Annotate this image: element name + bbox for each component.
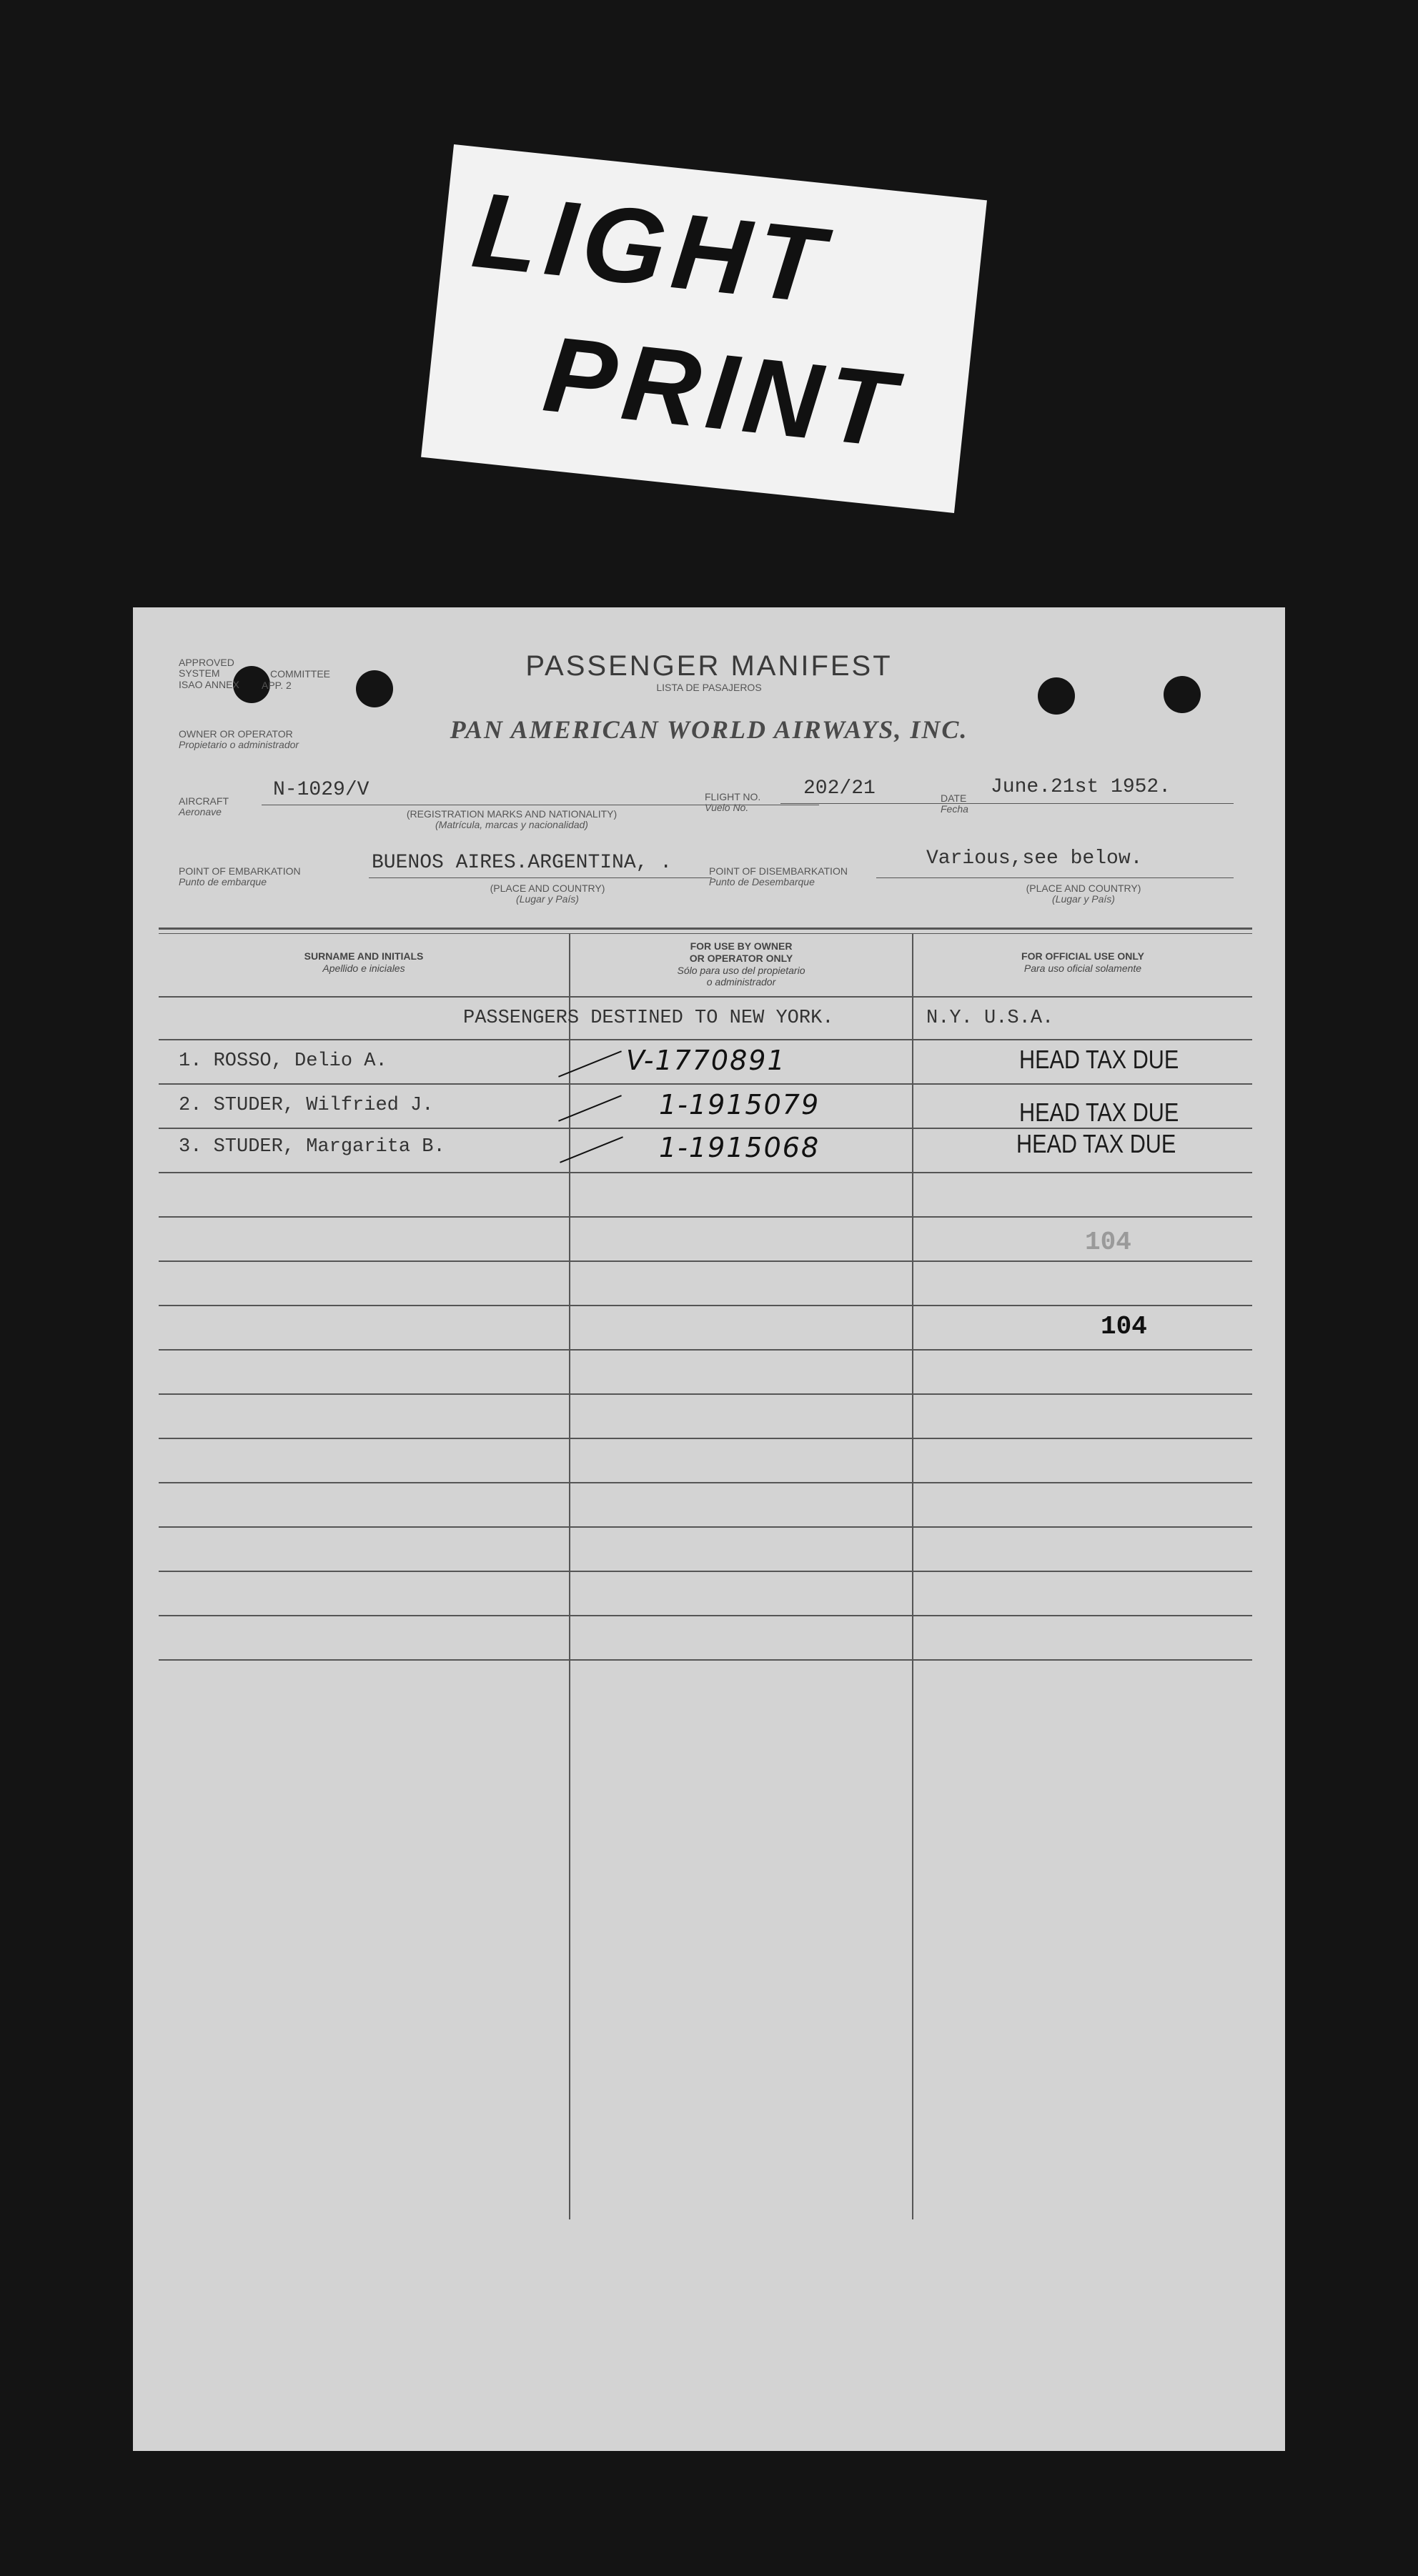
disembark-value: Various,see below.	[926, 847, 1143, 870]
count: 104	[1101, 1312, 1147, 1341]
col-surname-header-en: SURNAME AND INITIALS	[304, 950, 424, 962]
row-rule	[159, 1216, 1252, 1218]
header-bottom-rule	[159, 996, 1252, 998]
aircraft-label-es: Aeronave	[179, 806, 222, 818]
row-rule	[159, 1260, 1252, 1262]
flight-value: 202/21	[803, 777, 876, 800]
col-operator-header-es-2: o administrador	[706, 976, 776, 988]
place-caption-en: (PLACE AND COUNTRY)	[1026, 882, 1141, 894]
group-destination: N.Y. U.S.A.	[926, 1008, 1054, 1029]
disembark-label	[709, 866, 848, 888]
disembark-label-es: Punto de Desembarque	[709, 876, 815, 888]
date-value: June.21st 1952.	[991, 776, 1171, 798]
place-caption-en: (PLACE AND COUNTRY)	[490, 882, 605, 894]
col-official-header-es: Para uso oficial solamente	[1023, 962, 1142, 974]
manifest-sheet	[133, 607, 1285, 2451]
light-print-line-2: PRINT	[538, 313, 907, 470]
form-title: PASSENGER MANIFEST	[525, 650, 893, 682]
embark-label-es: Punto de embarque	[179, 876, 267, 888]
embark-label-en: POINT OF EMBARKATION	[179, 865, 301, 877]
table-top-rule	[159, 928, 1252, 930]
head-tax-stamp: HEAD TAX DUE	[1019, 1045, 1179, 1074]
col-official-header-en: FOR OFFICIAL USE ONLY	[1021, 950, 1144, 962]
count-faint: 104	[1085, 1228, 1131, 1257]
approval-line: APPROVED	[179, 657, 234, 668]
date-label-es: Fecha	[941, 803, 968, 815]
date-label	[941, 793, 968, 815]
embark-value: BUENOS AIRES.ARGENTINA, .	[372, 852, 673, 874]
col-operator-header-2: OR OPERATOR ONLY	[689, 952, 793, 964]
embark-label	[179, 866, 301, 888]
light-print-card	[421, 144, 987, 513]
check-mark	[558, 1095, 622, 1121]
row-rule	[159, 1526, 1252, 1528]
form-subtitle: LISTA DE PASAJEROS	[656, 682, 762, 693]
check-mark	[558, 1050, 622, 1077]
col-surname-header	[159, 950, 569, 975]
flight-label-en: FLIGHT NO.	[705, 791, 761, 802]
row-rule	[159, 1172, 1252, 1173]
flight-label	[705, 792, 760, 814]
flight-label-es: Vuelo No.	[705, 802, 749, 814]
table-column-divider	[912, 933, 913, 2219]
disembark-place-caption	[1012, 883, 1155, 905]
embark-rule	[369, 877, 712, 878]
head-tax-stamp: HEAD TAX DUE	[1016, 1129, 1176, 1158]
light-print-line-1: LIGHT	[467, 169, 836, 327]
col-operator-header-1: FOR USE BY OWNER	[690, 940, 793, 952]
date-rule	[976, 803, 1234, 804]
head-tax-stamp: HEAD TAX DUE	[1019, 1098, 1179, 1127]
aircraft-label-en: AIRCRAFT	[179, 795, 229, 807]
approval-line: ISAO ANNEX	[179, 678, 239, 690]
col-operator-header	[570, 940, 912, 988]
aircraft-label	[179, 796, 229, 818]
owner-label-es: Propietario o administrador	[179, 739, 299, 751]
airline-name: PAN AMERICAN WORLD AIRWAYS, INC.	[450, 715, 968, 744]
ticket-number: V-1770891	[626, 1045, 786, 1076]
disembark-rule	[876, 877, 1234, 878]
row-rule	[159, 1083, 1252, 1085]
row-rule	[159, 1305, 1252, 1306]
row-rule	[159, 1615, 1252, 1616]
group-line: PASSENGERS DESTINED TO NEW YORK.	[463, 1008, 834, 1029]
disembark-label-en: POINT OF DISEMBARKATION	[709, 865, 848, 877]
row-rule	[159, 1349, 1252, 1351]
ticket-number: 1-1915079	[659, 1089, 820, 1120]
table-column-divider	[569, 933, 570, 2219]
passenger-name: 1. ROSSO, Delio A.	[179, 1050, 387, 1072]
date-label-en: DATE	[941, 792, 967, 804]
col-official-header	[913, 950, 1252, 975]
col-operator-header-es-1: Sólo para uso del propietario	[677, 964, 805, 976]
place-caption-es: (Lugar y País)	[516, 893, 579, 905]
row-rule	[159, 1039, 1252, 1040]
approval-line: SYSTEM	[179, 667, 220, 680]
table-top-rule-2	[159, 933, 1252, 934]
row-rule	[159, 1393, 1252, 1395]
aircraft-value: N-1029/V	[273, 779, 370, 801]
row-rule	[159, 1571, 1252, 1572]
col-surname-header-es: Apellido e iniciales	[322, 962, 405, 974]
registration-caption-es: (Matrícula, marcas y nacionalidad)	[435, 819, 588, 831]
approval-committee: COMMITTEE	[270, 668, 330, 680]
owner-label-en: OWNER OR OPERATOR	[179, 728, 293, 740]
row-rule	[159, 1659, 1252, 1661]
registration-caption-en: (REGISTRATION MARKS AND NATIONALITY)	[406, 808, 618, 820]
passenger-name: 3. STUDER, Margarita B.	[179, 1136, 445, 1158]
row-rule	[159, 1438, 1252, 1439]
embark-place-caption	[476, 883, 619, 905]
row-rule	[159, 1482, 1252, 1483]
place-caption-es: (Lugar y País)	[1052, 893, 1115, 905]
approval-app: APP. 2	[262, 680, 292, 691]
ticket-number: 1-1915068	[659, 1132, 820, 1163]
registration-caption	[362, 809, 662, 831]
passenger-name: 2. STUDER, Wilfried J.	[179, 1095, 434, 1116]
